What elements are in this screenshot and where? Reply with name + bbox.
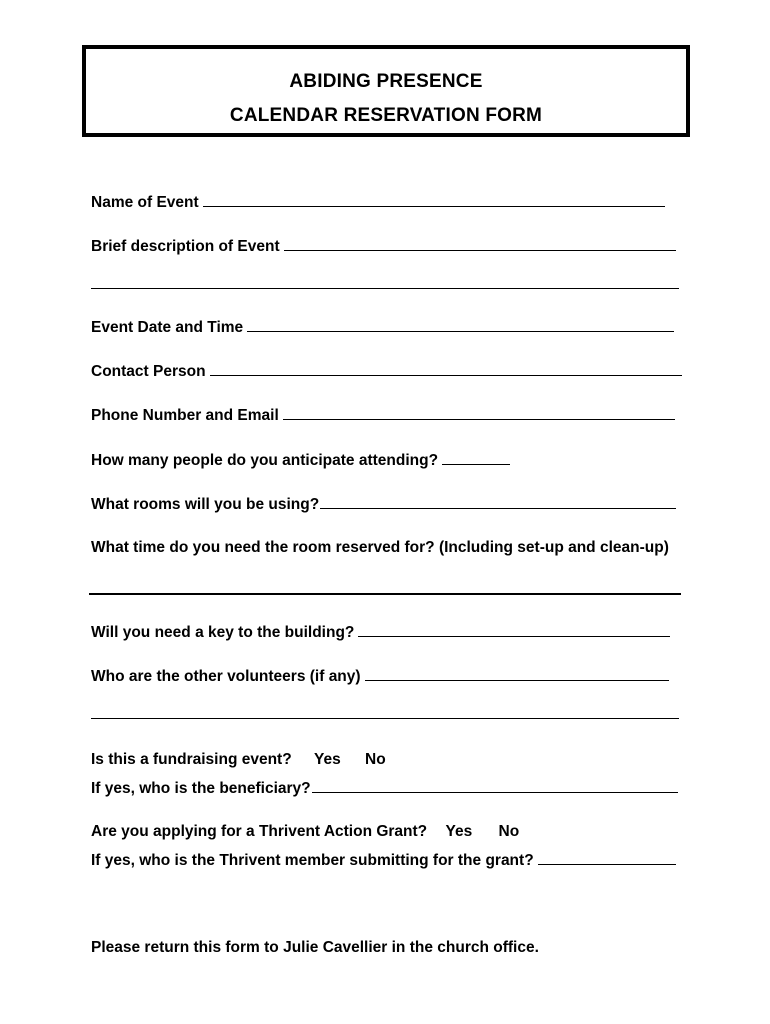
time-reserved-row xyxy=(91,538,669,558)
contact-person-label: Contact Person xyxy=(91,363,206,380)
thrivent-no-option[interactable]: No xyxy=(498,823,520,840)
form-title-org: ABIDING PRESENCE xyxy=(289,71,483,92)
thrivent-yes-option[interactable]: Yes xyxy=(445,823,473,840)
fundraising-row xyxy=(91,750,386,770)
brief-description-row xyxy=(91,236,676,256)
beneficiary-field[interactable] xyxy=(312,778,678,793)
contact-person-field[interactable] xyxy=(210,361,682,376)
phone-email-row xyxy=(91,405,675,425)
fundraising-label: Is this a fundraising event? xyxy=(91,751,292,768)
beneficiary-row xyxy=(91,778,678,798)
rooms-label: What rooms will you be using? xyxy=(91,496,320,513)
event-date-time-label: Event Date and Time xyxy=(91,319,244,336)
phone-email-label: Phone Number and Email xyxy=(91,407,279,424)
beneficiary-label: If yes, who is the beneficiary? xyxy=(91,780,311,797)
rooms-row xyxy=(91,494,676,514)
return-note-text: Please return this form to Julie Cavellier in the church office. xyxy=(91,939,539,956)
people-attending-field[interactable] xyxy=(442,450,510,465)
thrivent-member-row xyxy=(91,850,676,870)
name-of-event-field[interactable] xyxy=(203,192,665,207)
volunteers-field[interactable] xyxy=(365,666,669,681)
people-attending-row xyxy=(91,450,510,470)
name-of-event-label: Name of Event xyxy=(91,194,199,211)
rooms-field[interactable] xyxy=(320,494,676,509)
key-row xyxy=(91,622,670,642)
event-date-time-row xyxy=(91,317,674,337)
thrivent-grant-label: Are you applying for a Thrivent Action Grant? xyxy=(91,823,428,840)
key-field[interactable] xyxy=(358,622,670,637)
key-label: Will you need a key to the building? xyxy=(91,624,355,641)
fundraising-yes-option[interactable]: Yes xyxy=(314,751,341,768)
time-reserved-field[interactable] xyxy=(89,593,681,595)
brief-description-field-line2[interactable] xyxy=(91,288,679,289)
form-header-box xyxy=(82,45,690,137)
time-reserved-label: What time do you need the room reserved for? (Including set-up and clean-up) xyxy=(91,539,669,556)
event-date-time-field[interactable] xyxy=(247,317,674,332)
return-note xyxy=(91,938,539,958)
thrivent-member-field[interactable] xyxy=(538,850,676,865)
volunteers-label: Who are the other volunteers (if any) xyxy=(91,668,361,685)
thrivent-grant-row xyxy=(91,822,519,842)
name-of-event-row xyxy=(91,192,665,212)
volunteers-field-line2[interactable] xyxy=(91,718,679,719)
brief-description-field[interactable] xyxy=(284,236,676,251)
volunteers-row xyxy=(91,666,669,686)
thrivent-member-label: If yes, who is the Thrivent member submitting for the grant? xyxy=(91,852,534,869)
contact-person-row xyxy=(91,361,682,381)
people-attending-label: How many people do you anticipate attending? xyxy=(91,452,439,469)
fundraising-no-option[interactable]: No xyxy=(365,751,386,768)
form-title: CALENDAR RESERVATION FORM xyxy=(229,105,543,126)
brief-description-label: Brief description of Event xyxy=(91,238,280,255)
phone-email-field[interactable] xyxy=(283,405,675,420)
